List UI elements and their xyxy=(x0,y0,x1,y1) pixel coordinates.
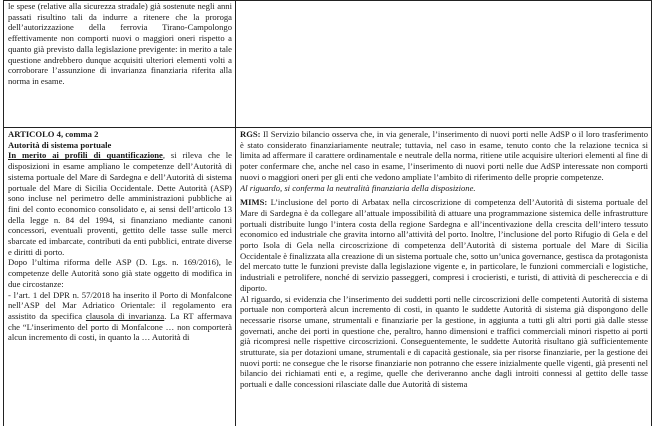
row1-left-text: le spese (relative alla sicurezza stradale) già sostenute negli anni passati risultino tali da indurre a ritenere che la proroga dell’autorizzazione della ferrovia Tirano-Campolongo effettivamente non comporti nuovi o maggiori oneri rispetto a quanto già previsto dalla legislazione previgente: in merito a tale questione andrebbero dunque acquisiti ulteriori elementi volti a corroborare l’assunzione di invarianza finanziaria riferita alla norma in esame. xyxy=(8,1,232,86)
quantification-paragraph xyxy=(8,150,232,257)
dpr-bullet-text: - l’art. 1 del DPR n. 57/2018 ha inserito il Porto di Monfalcone nell’ASP del Mar Adriatico Orientale: il regolamento era assistito da specifica xyxy=(8,289,232,321)
quantification-text: , si rileva che le disposizioni in esame ampliano le competenze dell’Autorità di sistema portuale del Mare di Sardegna e dell’Autorità di sistema portuale del Mare di Sicilia Occidentale. Dette Autorità (ASP) sono incluse nel perimetro delle amministrazioni pubbliche ai fini del conto economico consolidato e, ai sensi dell’articolo 13 della legge n. 84 del 1994, si finanziano mediante canoni concessori, eventuali proventi, gettito delle tasse sulle merci sbarcate ed imbarcate, contributi da enti pubblici, entrate diverse e diritti di porto. xyxy=(8,150,232,257)
row2-left-cell xyxy=(8,129,232,426)
table-border-left xyxy=(3,0,4,426)
invariance-clause: clausola di invarianza xyxy=(85,310,165,321)
quantification-label: In merito ai profili di quantificazione xyxy=(8,150,163,161)
reform-paragraph: Dopo l’ultima riforma delle ASP (D. Lgs. n. 169/2016), le competenze delle Autorità sono già state oggetto di modifica in due circostanze: xyxy=(8,257,232,289)
rgs-paragraph xyxy=(240,129,648,183)
dpr-bullet-rest: . La RT affermava che “L’inserimento del porto di Monfalcone … non comporterà alcun incremento di costi, in quanto la … Autorità di xyxy=(8,310,232,343)
row1-right-cell xyxy=(240,1,648,126)
mims-label: MIMS: xyxy=(240,197,268,208)
row-divider xyxy=(3,127,651,128)
rgs-conclusion: Al riguardo, si conferma la neutralità finanziaria della disposizione. xyxy=(240,182,476,193)
dpr-bullet xyxy=(8,290,232,344)
article-heading: ARTICOLO 4, comma 2 xyxy=(8,129,99,139)
column-divider xyxy=(235,0,236,426)
article-subheading: Autorità di sistema portuale xyxy=(8,139,112,150)
rgs-text: Il Servizio bilancio osserva che, in via generale, l’inserimento di nuovi porti nelle AdSP o il loro trasferimento è stato considerato finanziariamente neutrale; tuttavia, nel caso in esame, tenuto conto che la relazione tecnica si limita ad affermare il carattere ordinamentale e neutrale della norma, ritiene utile acquisire ulteriori elementi al fine di poter confermare che, anche nel caso in esame, l’inserimento di nuovi porti nelle due AdSP interessate non comporti nuovi o maggiori oneri per gli enti che vedono ampliate l’ambito di riferimento delle proprie competenze. xyxy=(240,129,648,182)
rgs-label: RGS: xyxy=(240,129,261,139)
table-border-right xyxy=(651,0,652,426)
mims-paragraph-2: Al riguardo, si evidenzia che l’inserimento dei suddetti porti nelle circoscrizioni delle competenti Autorità di sistema portuale non comporterà alcun incremento di costi, in quanto le suddette Autorità di sistema già dispongono delle necessarie risorse umane, strumentali e finanziarie per la gestione, in aggiunta a tutti gli altri porti già dalle stesse governati, anche dei porti in questione che, peraltro, hanno dimensioni e traffici commerciali minori rispetto ai porti già ricompresi nelle rispettive circoscrizioni. Conseguentemente, le suddette Autorità risultano già sufficientemente strutturate, sia per dotazioni umane, strumentali e di capacità gestionale, sia per risorse finanziarie, per la gestione dei nuovi porti: ne consegue che le risorse finanziarie non potranno che essere inizialmente quelle vigenti, già presenti nel bilancio dei richiamati enti e, a regime, quelle che deriveranno anche dagli introiti connessi al gettito delle tasse portuali e dalle concessioni rilasciate dalle due Autorità di sistema xyxy=(240,293,648,390)
mims-text: L’inclusione del porto di Arbatax nella circoscrizione di competenza dell’Autorità di sistema portuale del Mare di Sardegna è da collegare all’attuale impossibilità di attuare una programmazione sistemica delle infrastrutture portuali distribuite lungo l’intera costa della regione Sardegna e all’incentivazione della crescita dell’intero tessuto economico ed industriale che gravita intorno all’attività del porto. Inoltre, l’inclusione del porto Rifugio di Gela e del porto Isola di Gela nella circoscrizione di competenza dell’Autorità di sistema portuale del Mare di Sicilia Occidentale è finalizzata alla creazione di un sistema portuale che, sotto un’unica governance, gestisca da protagonista del mercato tutte le funzioni previste dalla legislazione vigente e, in particolare, le funzioni commerciali e logistiche, industriali e petrolifere, nonché di servizio passeggeri, compresi i crocieristi, e turisti, di attività di peschereccia e di diporto. xyxy=(240,197,648,293)
row1-left-cell xyxy=(8,1,232,126)
mims-paragraph xyxy=(240,197,648,293)
row2-right-cell xyxy=(240,129,648,426)
